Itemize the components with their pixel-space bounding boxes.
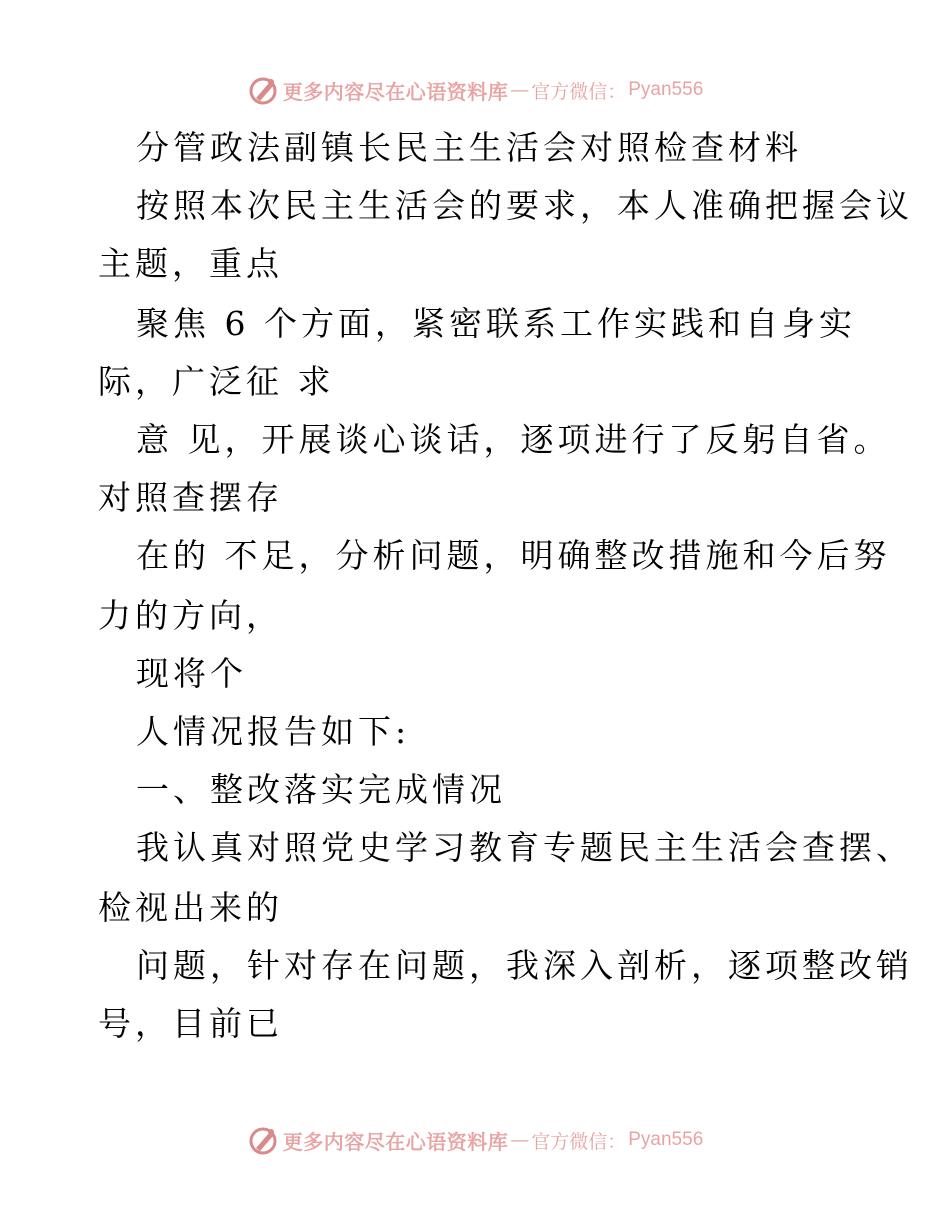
text-line: 在的 不足，分析问题，明确整改措施和今后努	[136, 536, 891, 575]
text-line: 力的方向，	[98, 596, 283, 635]
header-watermark	[0, 72, 950, 108]
text-line: 际，广泛征 求	[98, 362, 335, 401]
watermark-wechat-label: 官方微信：	[531, 1130, 627, 1153]
text-line: 按照本次民主生活会的要求，本人准确把握会议	[136, 186, 913, 225]
text-line: 人情况报告如下:	[136, 712, 411, 751]
watermark-dash: —	[510, 1129, 530, 1151]
text-line: 我认真对照党史学习教育专题民主生活会查摆、	[136, 828, 913, 867]
watermark-wechat-label: 官方微信：	[531, 80, 627, 103]
text-line: 现将个	[136, 654, 247, 693]
watermark-site-text: 更多内容尽在心语资料库	[282, 1129, 509, 1154]
text-line: 问题，针对存在问题，我深入剖析，逐项整改销	[136, 946, 913, 985]
pen-logo-icon	[247, 74, 279, 106]
text-line: 号，目前已	[98, 1004, 283, 1043]
text-line: 主题，重点	[98, 244, 283, 283]
section-heading: 一、整改落实完成情况	[136, 770, 506, 809]
pen-logo-icon	[247, 1124, 279, 1156]
document-title: 分管政法副镇长民主生活会对照检查材料	[136, 128, 802, 167]
watermark-wechat-id: Pyan556	[628, 79, 704, 100]
watermark-site-text: 更多内容尽在心语资料库	[282, 79, 509, 104]
watermark-wechat-id: Pyan556	[628, 1129, 704, 1150]
text-line: 聚焦 6 个方面，紧密联系工作实践和自身实	[136, 304, 856, 343]
text-line: 检视出来的	[98, 888, 283, 927]
watermark-dash: —	[510, 79, 530, 101]
text-line: 对照查摆存	[98, 478, 283, 517]
text-line: 意 见，开展谈心谈话，逐项进行了反躬自省。	[136, 420, 891, 459]
footer-watermark	[0, 1122, 950, 1158]
